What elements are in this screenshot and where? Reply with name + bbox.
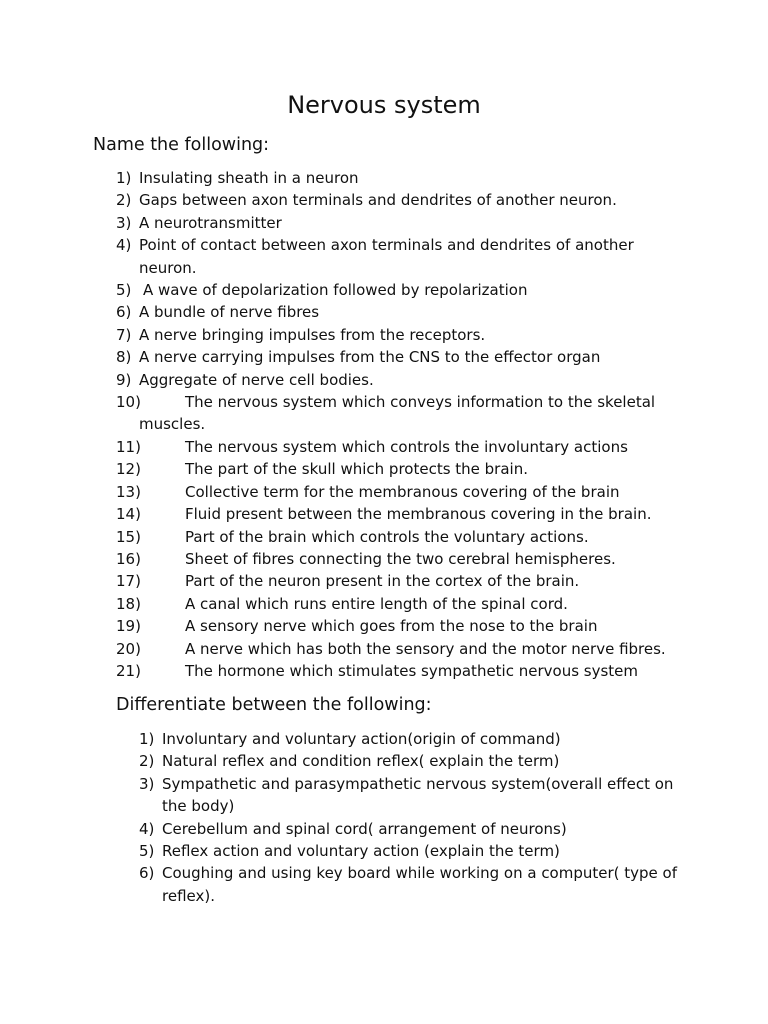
item-text: Reflex action and voluntary action (explain the term) bbox=[162, 842, 560, 861]
item-number: 4) bbox=[116, 236, 132, 255]
item-number: 16) bbox=[116, 549, 141, 568]
list-item bbox=[116, 189, 676, 211]
list-item bbox=[116, 481, 676, 503]
section-heading-differentiate: Differentiate between the following: bbox=[116, 695, 432, 715]
item-text: Fluid present between the membranous covering in the brain. bbox=[185, 505, 652, 524]
item-text: Natural reflex and condition reflex( explain the term) bbox=[162, 752, 560, 771]
item-number: 8) bbox=[116, 348, 132, 367]
item-text: Part of the brain which controls the voluntary actions. bbox=[185, 527, 589, 546]
item-text: Aggregate of nerve cell bodies. bbox=[139, 370, 374, 389]
item-text: Coughing and using key board while working on a computer( type of reflex). bbox=[162, 864, 678, 905]
list-item bbox=[116, 593, 676, 615]
document-title: Nervous system bbox=[287, 91, 481, 119]
section-heading-name-the-following: Name the following: bbox=[93, 135, 270, 155]
list-item bbox=[116, 346, 676, 368]
item-text: The hormone which stimulates sympathetic nervous system bbox=[185, 661, 639, 680]
item-text: The nervous system which conveys information to the skeletal muscles. bbox=[139, 393, 656, 434]
item-number: 1) bbox=[139, 730, 155, 748]
list-item bbox=[139, 840, 679, 862]
item-text: A nerve bringing impulses from the receptors. bbox=[139, 325, 486, 344]
item-text: Gaps between axon terminals and dendrites of another neuron. bbox=[139, 191, 617, 210]
item-text: Sympathetic and parasympathetic nervous system(overall effect on the body) bbox=[162, 774, 674, 816]
list-item bbox=[116, 526, 676, 548]
list-item bbox=[116, 570, 676, 592]
list-item bbox=[116, 324, 676, 346]
item-number: 2) bbox=[116, 191, 132, 210]
list-item bbox=[116, 548, 676, 570]
item-text: A bundle of nerve fibres bbox=[139, 303, 320, 322]
item-text: A nerve which has both the sensory and the motor nerve fibres. bbox=[185, 639, 666, 658]
item-text: Involuntary and voluntary action(origin of command) bbox=[162, 730, 561, 748]
list-item bbox=[116, 167, 676, 189]
item-text: Sheet of fibres connecting the two cerebral hemispheres. bbox=[185, 549, 616, 568]
list-item bbox=[116, 391, 676, 436]
item-text: Collective term for the membranous covering of the brain bbox=[185, 482, 620, 501]
list-item bbox=[116, 234, 676, 279]
item-text: A canal which runs entire length of the spinal cord. bbox=[185, 594, 568, 613]
item-number: 5) bbox=[116, 281, 132, 300]
item-number: 3) bbox=[116, 213, 132, 232]
item-text: A wave of depolarization followed by repolarization bbox=[143, 281, 528, 300]
list-item bbox=[116, 638, 676, 660]
list-item bbox=[139, 818, 679, 840]
question-list-name bbox=[116, 167, 676, 682]
item-number: 6) bbox=[139, 864, 155, 883]
item-number: 11) bbox=[116, 437, 141, 456]
item-number: 20) bbox=[116, 639, 141, 658]
item-text: Part of the neuron present in the cortex of the brain. bbox=[185, 572, 580, 591]
item-text: Cerebellum and spinal cord( arrangement of neurons) bbox=[162, 819, 567, 838]
item-text: The part of the skull which protects the brain. bbox=[185, 460, 528, 479]
item-number: 13) bbox=[116, 482, 141, 501]
list-item bbox=[116, 660, 676, 682]
list-item bbox=[139, 773, 679, 818]
item-text: A sensory nerve which goes from the nose to the brain bbox=[185, 617, 598, 636]
item-text: The nervous system which controls the involuntary actions bbox=[185, 437, 628, 456]
item-number: 4) bbox=[139, 819, 155, 838]
item-number: 3) bbox=[139, 774, 155, 793]
list-item bbox=[116, 615, 676, 637]
list-item bbox=[116, 212, 676, 234]
item-text: A neurotransmitter bbox=[139, 213, 282, 232]
item-number: 1) bbox=[116, 169, 132, 187]
list-item bbox=[116, 301, 676, 323]
item-number: 18) bbox=[116, 594, 141, 613]
list-item bbox=[116, 458, 676, 480]
list-item bbox=[139, 750, 679, 772]
item-number: 21) bbox=[116, 661, 141, 680]
list-item bbox=[116, 279, 676, 301]
item-number: 19) bbox=[116, 617, 141, 636]
item-number: 14) bbox=[116, 505, 141, 524]
list-item bbox=[116, 436, 676, 458]
item-number: 17) bbox=[116, 572, 141, 591]
item-text: Point of contact between axon terminals and dendrites of another neuron. bbox=[139, 236, 634, 277]
list-item bbox=[116, 503, 676, 525]
item-number: 6) bbox=[116, 303, 132, 322]
item-number: 5) bbox=[139, 842, 155, 861]
item-number: 15) bbox=[116, 527, 141, 546]
list-item bbox=[139, 728, 679, 750]
item-number: 7) bbox=[116, 325, 132, 344]
item-text: Insulating sheath in a neuron bbox=[139, 169, 359, 187]
item-number: 2) bbox=[139, 752, 155, 771]
item-number: 9) bbox=[116, 370, 132, 389]
question-list-differentiate bbox=[139, 728, 679, 907]
item-number: 12) bbox=[116, 460, 141, 479]
list-item bbox=[139, 862, 679, 907]
item-text: A nerve carrying impulses from the CNS to the effector organ bbox=[139, 348, 601, 367]
item-number: 10) bbox=[116, 393, 141, 412]
list-item bbox=[116, 369, 676, 391]
